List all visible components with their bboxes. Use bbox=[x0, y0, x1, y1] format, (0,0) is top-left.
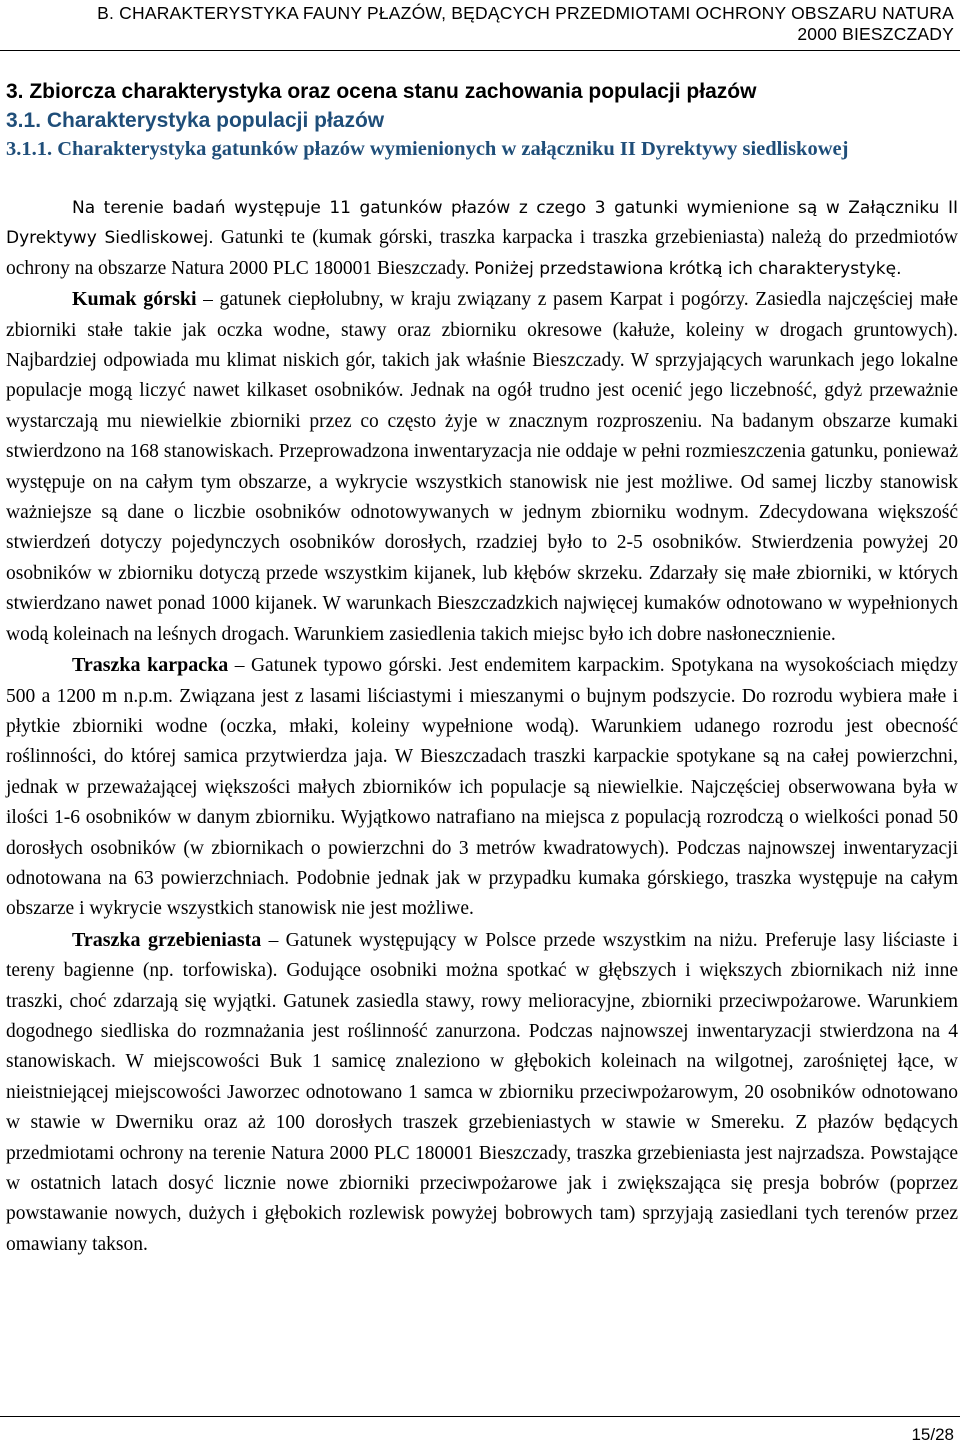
subsection-heading: 3.1.1. Charakterystyka gatunków płazów wymienionych w załączniku II Dyrektywy siedliskowej bbox=[6, 138, 849, 160]
intro-lead: Na terenie badań występuje 11 gatunków płazów z czego 3 gatunki wymienione są w Załączniku II Dyrektywy Siedliskowej. bbox=[6, 198, 958, 249]
section-headings bbox=[6, 77, 958, 164]
page-number: 15/28 bbox=[911, 1425, 954, 1444]
header-title bbox=[4, 3, 954, 45]
species-name: Traszka karpacka bbox=[72, 654, 229, 677]
species-text: – gatunek ciepłolubny, w kraju związany z pasem Karpat i pogórzy. Zasiedla najczęściej małe zbiorniki stałe takie jak oczka wodne, stawy oraz zbiorniku okresowe (kałuże, koleiny w drogach gruntowych). Najbardziej odpowiada mu klimat niskich gór, takich jak właśnie Bieszczady. W sprzyjających warunkach jego lokalne populacje mogą liczyć nawet kilkaset osobników. Jednak na ogół trudno jest ocenić jego liczebność, gdyż przeważnie wystarczają mu niewielkie zbiorniki przez co często żyje w znacznym rozproszeniu. Na badanym obszarze kumaki stwierdzono na 168 stanowiskach. Przeprowadzona inwentaryzacja nie oddaje w pełni rozmieszczenia gatunku, ponieważ występuje on na całym tym obszarze, a wykrycie wszystkich stanowisk nie jest możliwe. Od samej liczby stanowisk ważniejsze są dane o liczbie osobników odnotowywanych w jednym zbiorniku wodnym. Zdecydowana większość stwierdzeń dotyczy pojedynczych osobników dorosłych, rzadziej było to 2-5 osobników. Stwierdzenia powyżej 20 osobników w zbiorniku dotyczą przede wszystkim kijanek, lub kłębów skrzeku. Zdarzały się małe zbiorniki, w których stwierdzano nawet ponad 1000 kijanek. W warunkach Bieszczadzkich najwięcej kumaków odnotowano w wypełnionych wodą koleinach na leśnych drogach. Warunkiem zasiedlenia takich miejsc było ich dobre nasłonecznienie. bbox=[6, 289, 958, 645]
species-paragraph-kumak bbox=[6, 284, 958, 650]
species-paragraph-traszka-grzebieniasta bbox=[6, 925, 958, 1260]
intro-lead-2: Poniżej przedstawiona krótką ich charakterystykę. bbox=[474, 258, 902, 279]
species-text: – Gatunek typowo górski. Jest endemitem karpackim. Spotykana na wysokościach między 500 a 1200 m n.p.m. Związana jest z lasami liściastymi i mieszanymi o bujnym podszycie. Do rozrodu wybiera małe i płytkie zbiorniki wodne (oczka, młaki, koleiny wypełnione wodą). Warunkiem udanego rozrodu jest obecność roślinności, do której samica przytwierdza jaja. W Bieszczadach traszki karpackie spotykane są na całej powierzchni, jednak w przeważającej większości małych zbiorników ich populacje są niewielkie. Najczęściej obserwowana była w ilości 1-6 osobników w danym zbiorniku. Wyjątkowo natrafiano na miejsca z populacją rozrodczą o wielkości ponad 50 dorosłych osobników (w zbiornikach o powierzchni do 3 metrów kwadratowych). Podczas najnowszej inwentaryzacji odnotowana na 63 powierzchniach. Podobnie jednak jak w przypadku kumaka górskiego, traszka występuje na całym obszarze i wykrycie wszystkich stanowisk nie jest możliwe. bbox=[6, 655, 958, 920]
intro-paragraph bbox=[6, 193, 958, 284]
species-name: Traszka grzebieniasta bbox=[72, 928, 262, 951]
chapter-heading: 3. Zbiorcza charakterystyka oraz ocena stanu zachowania populacji płazów bbox=[6, 80, 757, 103]
species-name: Kumak górski bbox=[72, 288, 197, 311]
page-footer bbox=[0, 1416, 960, 1444]
species-text: – Gatunek występujący w Polsce przede wszystkim na niżu. Preferuje lasy liściaste i tereny bagienne (np. torfowiska). Godujące osobniki można spotkać w głębszych i większych zbiornikach niż inne traszki, choć zdarzają się wyjątki. Gatunek zasiedla stawy, rowy melioracyjne, zbiorniki przeciwpożarowe. Warunkiem dogodnego siedliska do rozmnażania jest roślinność zanurzona. Podczas najnowszej inwentaryzacji stwierdzona na 4 stanowiskach. W miejscowości Buk 1 samicę znaleziono w głębokich koleinach na wilgotnej, zarośniętej łące, w nieistniejącej miejscowości Jaworzec odnotowano 1 samca w zbiorniku przeciwpożarowym, 20 osobników odnotowano w stawie w Dwerniku oraz aż 100 dorosłych traszek grzebieniastych w stawie w Smereku. Z płazów będących przedmiotami ochrony na terenie Natura 2000 PLC 180001 Bieszczady, traszka grzebieniasta jest najrzadsza. Powstające w ostatnich latach dosyć licznie nowe zbiorniki przeciwpożarowe jak i zwiększająca się presja bobrów (poprzez powstawanie nowych, dużych i głębokich rozlewisk powyżej bobrowych tam) sprzyjają zasiedlani tych terenów przez omawiany takson. bbox=[6, 929, 959, 1255]
page-header bbox=[0, 0, 960, 51]
header-line-1: B. CHARAKTERYSTYKA FAUNY PŁAZÓW, BĘDĄCYCH PRZEDMIOTAMI OCHRONY OBSZARU NATURA bbox=[97, 3, 954, 23]
section-heading: 3.1. Charakterystyka populacji płazów bbox=[6, 109, 385, 132]
document-body bbox=[6, 193, 958, 1260]
species-paragraph-traszka-karpacka bbox=[6, 650, 958, 925]
intro-rest: Gatunki te (kumak górski, traszka karpacka i traszka grzebieniasta) należą do przedmiotów ochrony na obszarze Natura 2000 PLC 180001 Bieszczady. bbox=[6, 227, 958, 279]
header-line-2: 2000 BIESZCZADY bbox=[797, 24, 954, 44]
